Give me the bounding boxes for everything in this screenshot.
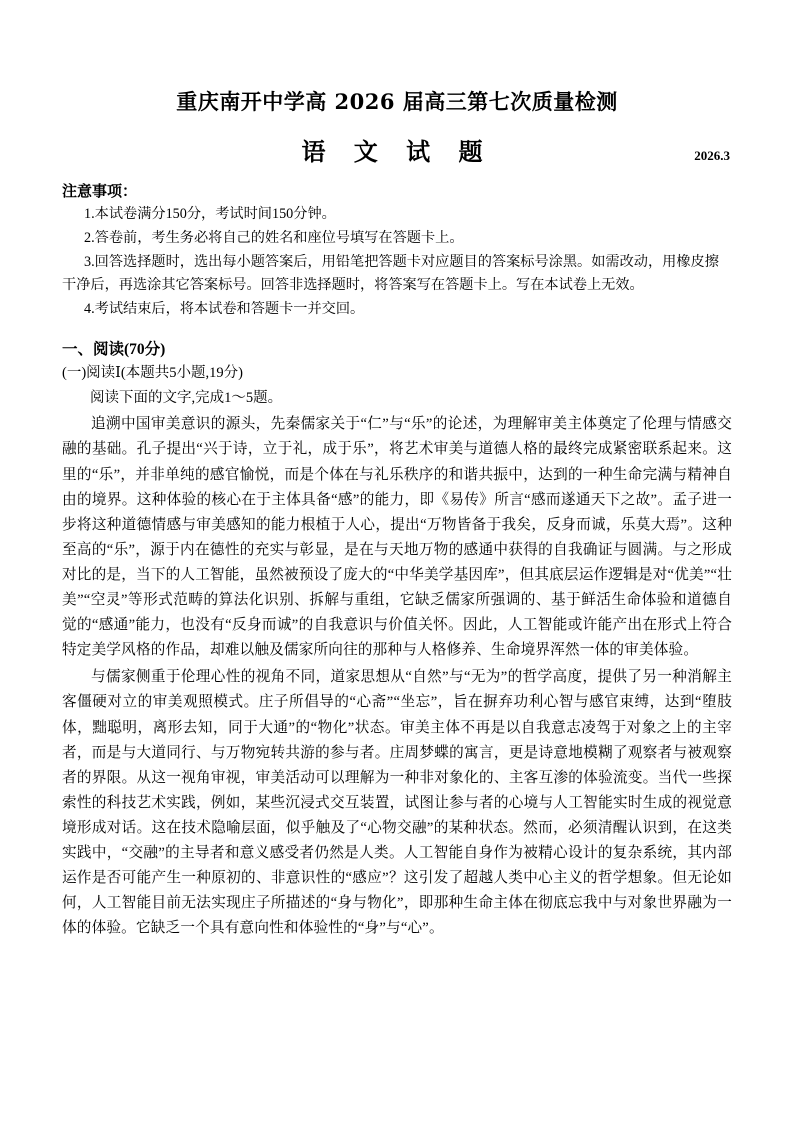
notice-item: 3.回答选择题时，选出每小题答案后，用铅笔把答题卡对应题目的答案标号涂黑。如需改动，用橡皮擦干净后，再选涂其它答案标号。回答非选择题时，将答案写在答题卡上。写在本试卷上无效。 [62, 254, 719, 293]
notice-item: 1.本试卷满分150分，考试时间150分钟。 [84, 206, 336, 222]
page-title: 重庆南开中学高 2026 届高三第七次质量检测 [176, 89, 618, 114]
passage-paragraph: 与儒家侧重于伦理心性的视角不同，道家思想从“自然”与“无为”的哲学高度，提供了另一种消解主客僵硬对立的审美观照模式。庄子所倡导的“心斋”“坐忘”，旨在摒弃功利心智与感官束缚，达到“堕肢体，黜聪明，离形去知，同于大通”的“物化”状态。审美主体不再是以自我意志凌驾于对象之上的主宰者，而是与大道同行、与万物宛转共游的参与者。庄周梦蝶的寓言，更是诗意地模糊了观察者与被观察者的界限。从这一视角审视，审美活动可以理解为一种非对象化的、主客互渗的体验流变。当代一些探索性的科技艺术实践，例如，某些沉浸式交互装置，试图让参与者的心境与人工智能实时生成的视觉意境形成对话。这在技术隐喻层面，似乎触及了“心物交融”的某种状态。然而，必须清醒认识到，在这类实践中，“交融”的主导者和意义感受者仍然是人类。人工智能自身作为被精心设计的复杂系统，其内部运作是否可能产生一种原初的、非意识性的“感应”？这引发了超越人类中心主义的哲学想象。但无论如何，人工智能目前无法实现庄子所描述的“身与物化”，即那种生命主体在彻底忘我中与对象世界融为一体的体验。它缺乏一个具有意向性和体验性的“身”与“心”。 [62, 669, 732, 937]
reading-instruction: 阅读下面的文字,完成1～5题。 [90, 390, 283, 407]
notice-heading: 注意事项： [62, 184, 138, 200]
passage-paragraph: 追溯中国审美意识的源头，先秦儒家关于“仁”与“乐”的论述，为理解审美主体奠定了伦理与情感交融的基础。孔子提出“兴于诗，立于礼，成于乐”，将艺术审美与道德人格的最终完成紧密联系起来。这里的“乐”，并非单纯的感官愉悦，而是个体在与礼乐秩序的和谐共振中，达到的一种生命完满与精神自由的境界。这种体验的核心在于主体具备“感”的能力，即《易传》所言“感而遂通天下之故”。孟子进一步将这种道德情感与审美感知的能力根植于人心，提出“万物皆备于我矣，反身而诚，乐莫大焉”。这种至高的“乐”，源于内在德性的充实与彰显，是在与天地万物的感通中获得的自我确证与圆满。与之形成对比的是，当下的人工智能，虽然被预设了庞大的“中华美学基因库”，但其底层运作逻辑是对“优美”“壮美”“空灵”等形式范畴的算法化识别、拆解与重组，它缺乏儒家所强调的、基于鲜活生命体验和道德自觉的“感通”能力，也没有“反身而诚”的自我意识与价值关怀。因此，人工智能或许能产出在形式上符合特定美学风格的作品，却难以触及儒家所向往的那种与人格修养、生命境界浑然一体的审美体验。 [62, 416, 732, 659]
notice-list [62, 203, 732, 321]
subject-title: 语 文 试 题 [301, 137, 493, 166]
notice-item: 2.答卷前，考生务必将自己的姓名和座位号填写在答题卡上。 [84, 230, 464, 246]
section-heading: 一、阅读(70分) [62, 341, 166, 358]
notice-item: 4.考试结束后，将本试卷和答题卡一并交回。 [84, 301, 365, 317]
subtitle-row [62, 132, 732, 166]
exam-date: 2026.3 [694, 148, 730, 163]
section-sub-heading: (一)阅读Ⅰ(本题共5小题,19分) [62, 365, 243, 381]
